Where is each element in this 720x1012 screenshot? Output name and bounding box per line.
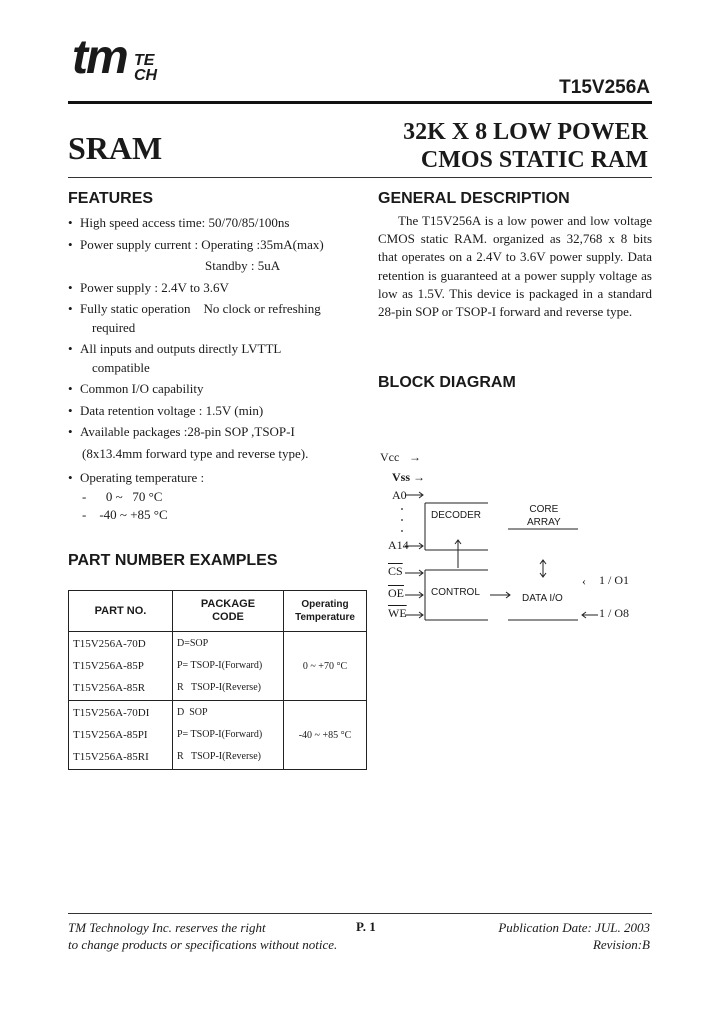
product-title-line2: CMOS STATIC RAM bbox=[420, 147, 648, 173]
feature-item: • All inputs and outputs directly LVTTL bbox=[68, 338, 358, 360]
general-description-heading: GENERAL DESCRIPTION bbox=[378, 190, 570, 207]
feature-item-cont: Standby : 5uA bbox=[205, 258, 281, 273]
part-no: T15V256A-85PI bbox=[73, 729, 148, 741]
package-code: R TSOP-I(Reverse) bbox=[177, 751, 261, 762]
footer-disclaimer bbox=[68, 919, 337, 953]
package-code: P= TSOP-I(Forward) bbox=[177, 660, 263, 671]
part-cell bbox=[69, 632, 173, 701]
part-number-table-wrap bbox=[68, 590, 367, 770]
part-no: T15V256A-85RI bbox=[73, 751, 149, 763]
table-row bbox=[69, 632, 367, 701]
logo-tm: tm bbox=[72, 31, 127, 84]
we-label: $\overline{WE}$ bbox=[388, 606, 407, 620]
block-diagram-lines bbox=[380, 440, 660, 630]
general-description-text: The T15V256A is a low power and low voltage CMOS static RAM. organized as 32,768 x 8 bits that operates on a 2.4V to 3.6V power supply. Data retention is guaranteed at a power supply voltage as low as 1.5V. This device is packaged in a standard 28-pin SOP or TSOP-I forward and reverse type. bbox=[378, 213, 652, 320]
title-divider bbox=[68, 177, 652, 178]
feature-item: • High speed access time: 50/70/85/100ns bbox=[68, 212, 358, 234]
feature-item: • Available packages :28-pin SOP ,TSOP-I bbox=[68, 421, 358, 443]
page-number: P. 1 bbox=[356, 919, 376, 934]
feature-item: • Power supply : 2.4V to 3.6V bbox=[68, 277, 358, 299]
vcc-label: Vcc bbox=[380, 450, 400, 464]
core-array-label: CORE ARRAY bbox=[527, 504, 561, 528]
part-no: T15V256A-85P bbox=[73, 660, 144, 672]
feature-item: • Fully static operation No clock or refreshing bbox=[68, 298, 358, 320]
vss-arrow: → bbox=[413, 470, 425, 484]
features-list bbox=[68, 212, 358, 526]
logo-tech: TE CH bbox=[134, 52, 158, 84]
package-code: P= TSOP-I(Forward) bbox=[177, 729, 263, 740]
io1-arrow: ‹ bbox=[582, 574, 586, 588]
vss-label: Vss bbox=[392, 470, 411, 484]
feature-item-cont: (8x13.4mm forward type and reverse type). bbox=[82, 445, 309, 461]
a14-label: A14 bbox=[388, 538, 409, 552]
table-row bbox=[69, 701, 367, 770]
feature-item-cont: compatible bbox=[92, 359, 150, 375]
oe-label: $\overline{OE}$ bbox=[388, 586, 404, 600]
feature-item-cont: - -40 ~ +85 °C bbox=[82, 507, 168, 522]
io1-label: 1 / O1 bbox=[599, 573, 629, 587]
package-code: R TSOP-I(Reverse) bbox=[177, 682, 261, 693]
product-category: SRAM bbox=[68, 130, 163, 166]
feature-item: • Common I/O capability bbox=[68, 378, 358, 400]
footer-publication bbox=[498, 919, 650, 953]
feature-item-cont: required bbox=[92, 319, 136, 335]
features-heading: FEATURES bbox=[68, 190, 154, 207]
control-label: CONTROL bbox=[431, 587, 480, 598]
feature-item-cont: - 0 ~ 70 °C bbox=[82, 488, 163, 504]
temp-cell: 0 ~ +70 °C bbox=[284, 632, 367, 701]
code-cell bbox=[173, 701, 284, 770]
publication-date: Publication Date: JUL. 2003 bbox=[498, 920, 650, 935]
product-title bbox=[403, 118, 648, 174]
cs-label: $\overline{CS}$ bbox=[388, 564, 403, 578]
footer-disclaimer-line2: to change products or specifications without notice. bbox=[68, 937, 338, 952]
part-cell bbox=[69, 701, 173, 770]
io8-label: 1 / O8 bbox=[599, 606, 629, 620]
part-number-table bbox=[68, 590, 367, 770]
code-cell bbox=[173, 632, 284, 701]
table-header-row bbox=[69, 591, 367, 632]
decoder-label: DECODER bbox=[431, 510, 482, 521]
vcc-arrow: → bbox=[409, 450, 421, 464]
company-logo bbox=[72, 31, 192, 100]
part-no: T15V256A-85R bbox=[73, 682, 146, 694]
block-diagram-heading: BLOCK DIAGRAM bbox=[378, 374, 516, 391]
part-no: T15V256A-70DI bbox=[73, 707, 150, 719]
col-operating-temperature: Operating Temperature bbox=[284, 591, 367, 632]
feature-item: • Power supply current : Operating :35mA(max) bbox=[68, 234, 358, 256]
feature-item: • Data retention voltage : 1.5V (min) bbox=[68, 400, 358, 422]
col-package-code: PACKAGE CODE bbox=[173, 591, 284, 632]
package-code: D=SOP bbox=[177, 638, 209, 649]
temp-cell: -40 ~ +85 °C bbox=[284, 701, 367, 770]
part-number-examples-heading: PART NUMBER EXAMPLES bbox=[68, 552, 278, 569]
part-no: T15V256A-70D bbox=[73, 638, 146, 650]
a0-label: A0 bbox=[392, 488, 407, 502]
revision: Revision:B bbox=[592, 937, 650, 952]
footer-divider bbox=[68, 913, 652, 914]
data-io-label: DATA I/O bbox=[522, 593, 563, 604]
package-code: D SOP bbox=[177, 707, 208, 718]
product-title-line1: 32K X 8 LOW POWER bbox=[403, 119, 648, 145]
block-diagram bbox=[380, 440, 660, 630]
feature-item: • Operating temperature : bbox=[68, 467, 358, 489]
header-part-number: T15V256A bbox=[559, 77, 650, 98]
header-divider bbox=[68, 101, 652, 104]
footer-disclaimer-line1: TM Technology Inc. reserves the right bbox=[68, 920, 266, 935]
col-part-no: PART NO. bbox=[69, 591, 173, 632]
